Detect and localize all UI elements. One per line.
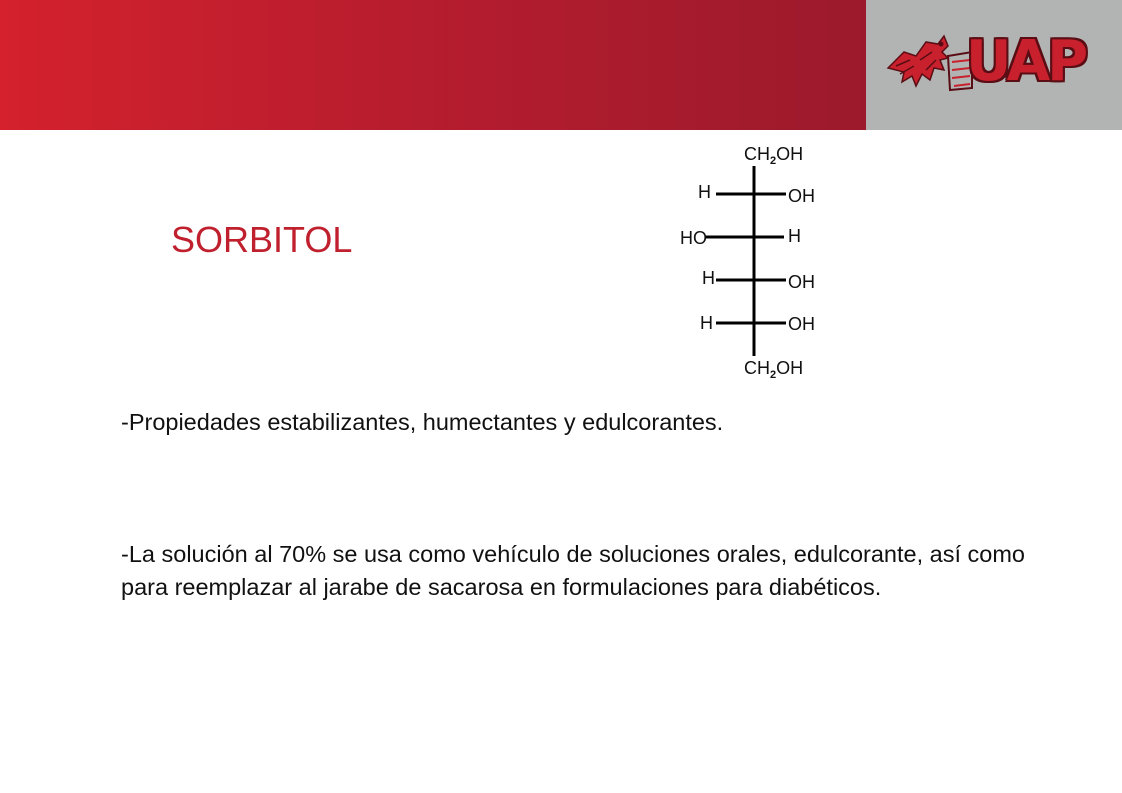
structure-row-4-right: OH xyxy=(788,314,815,334)
structure-row-3-right: OH xyxy=(788,272,815,292)
structure-row-1-right: OH xyxy=(788,186,815,206)
structure-row-3-left: H xyxy=(702,268,715,288)
paragraph-solution-uses: -La solución al 70% se usa como vehículo de soluciones orales, edulcorante, así como para reemplazar al jarabe de sacarosa en formulaciones para diabéticos. xyxy=(121,541,1025,600)
structure-top-group: $CH_2OH$ xyxy=(744,144,804,167)
structure-row-2-right: H xyxy=(788,226,801,246)
logo-panel xyxy=(866,0,1122,130)
structure-row-4-left: H xyxy=(700,313,713,333)
structure-bottom-group: $CH_2OH$ xyxy=(744,358,804,381)
logo-text: UAP xyxy=(966,29,1086,94)
header-band xyxy=(0,0,866,130)
paragraph-properties: -Propiedades estabilizantes, humectantes y edulcorantes. xyxy=(121,409,724,435)
structure-row-2-left: HO xyxy=(680,228,707,248)
bird-emblem-icon xyxy=(886,30,976,100)
sorbitol-structure-diagram xyxy=(670,140,832,388)
slide-title: SORBITOL xyxy=(171,219,353,260)
structure-row-1-left: H xyxy=(698,182,711,202)
